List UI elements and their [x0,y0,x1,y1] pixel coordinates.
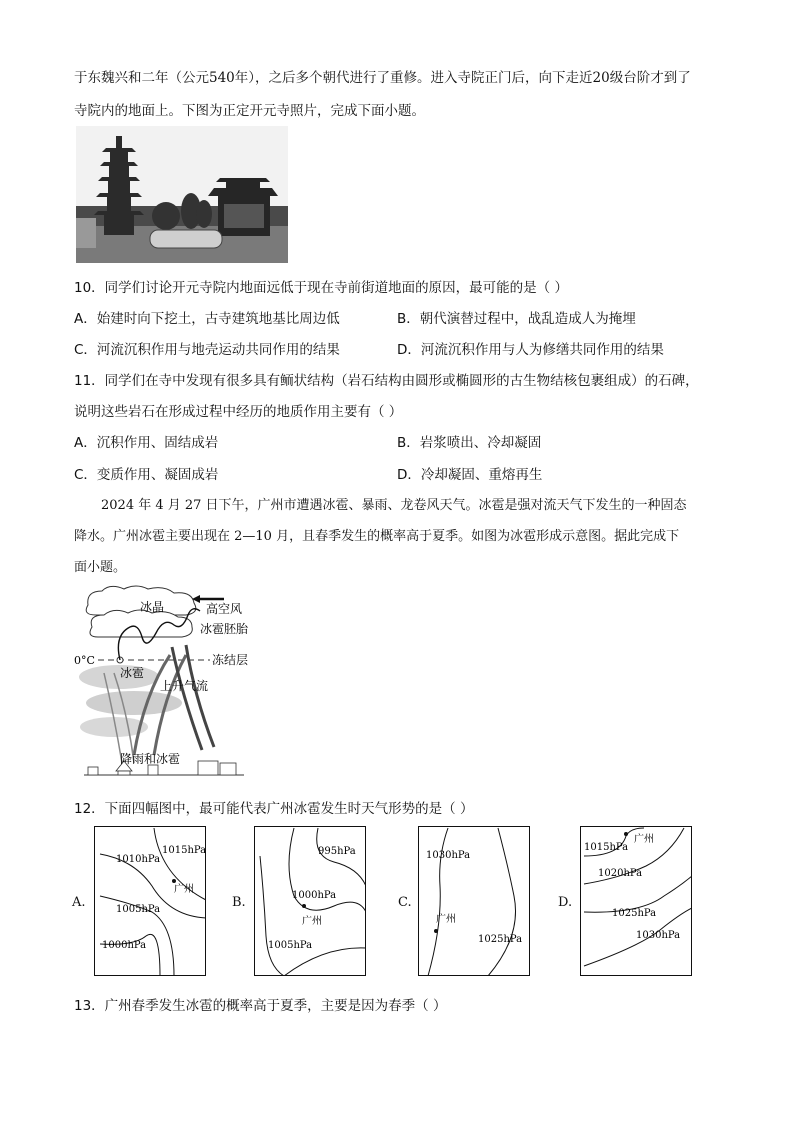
diagram-label-high-wind: 高空风 [206,602,243,616]
q10-option-d[interactable]: D．河流沉积作用与人为修缮共同作用的结果 [397,342,664,358]
q11-option-a[interactable]: A．沉积作用、固结成岩 [74,435,219,451]
map-b-isobar-1005: 1005hPa [268,940,313,951]
map-b-isobar-995: 995hPa [318,846,356,857]
map-c-city-label: 广州 [436,914,456,925]
q11-stem-line-1: 11．同学们在寺中发现有很多具有鲕状结构（岩石结构由圆形或椭圆形的古生物结核包裹组成）的石碑， [74,373,699,389]
intro-line-2: 寺院内的地面上。下图为正定开元寺照片，完成下面小题。 [74,103,425,119]
map-b-label[interactable]: B. [232,895,246,910]
passage2-line-3: 面小题。 [74,560,127,575]
isobar-map-a[interactable] [94,826,206,976]
passage2-line-1: 2024 年 4 月 27 日下午，广州市遭遇冰雹、暴雨、龙卷风天气。冰雹是强对流天气下发生的一种固态 [101,498,687,513]
map-c-isobar-1025: 1025hPa [478,934,523,945]
map-a-isobar-1015: 1015hPa [162,845,206,856]
map-a-label[interactable]: A. [72,895,86,910]
diagram-label-updraft: 上升气流 [160,679,209,693]
isobar-map-c[interactable] [418,826,530,976]
q10-option-c[interactable]: C．河流沉积作用与地壳运动共同作用的结果 [74,342,340,358]
q10-stem: 10．同学们讨论开元寺院内地面远低于现在寺前街道地面的原因，最可能的是（ ） [74,280,568,296]
q13-stem: 13．广州春季发生冰雹的概率高于夏季，主要是因为春季（ ） [74,998,447,1014]
temple-photo [76,126,288,263]
diagram-label-hail: 冰雹 [120,666,145,680]
q12-stem: 12．下面四幅图中，最可能代表广州冰雹发生时天气形势的是（ ） [74,801,474,817]
map-d-isobar-1020: 1020hPa [598,868,643,879]
q11-stem-line-2: 说明这些岩石在形成过程中经历的地质作用主要有（ ） [74,404,403,420]
diagram-label-zero-c: 0°C [74,654,95,667]
map-a-isobar-1005: 1005hPa [116,904,161,915]
map-d-label[interactable]: D. [558,895,573,910]
map-d-isobar-1025: 1025hPa [612,908,657,919]
diagram-label-freezing-layer: 冻结层 [212,653,249,667]
map-a-city-label: 广州 [174,884,194,895]
diagram-label-rain-hail: 降雨和冰雹 [120,752,181,766]
hail-formation-diagram [74,585,254,785]
q11-option-d[interactable]: D．冷却凝固、重熔再生 [397,467,543,483]
map-b-isobar-1000: 1000hPa [292,890,337,901]
map-d-isobar-1015: 1015hPa [584,842,629,853]
diagram-label-hail-embryo: 冰雹胚胎 [200,622,249,636]
map-d-city-label: 广州 [634,834,654,845]
isobar-map-b[interactable] [254,826,366,976]
map-c-isobar-1030: 1030hPa [426,850,471,861]
map-c-label[interactable]: C. [398,895,412,910]
map-a-isobar-1000: 1000hPa [102,940,147,951]
q10-option-b[interactable]: B．朝代演替过程中，战乱造成人为掩埋 [397,311,636,327]
q11-option-c[interactable]: C．变质作用、凝固成岩 [74,467,219,483]
passage2-line-2: 降水。广州冰雹主要出现在 2—10 月，且春季发生的概率高于夏季。如图为冰雹形成示意图。据此完成下 [74,529,680,544]
map-a-isobar-1010: 1010hPa [116,854,161,865]
isobar-map-d[interactable] [580,826,692,976]
map-d-isobar-1030: 1030hPa [636,930,681,941]
map-b-city-label: 广州 [302,916,322,927]
diagram-label-ice-crystal: 冰晶 [140,600,165,614]
q11-option-b[interactable]: B．岩浆喷出、冷却凝固 [397,435,542,451]
q10-option-a[interactable]: A．始建时向下挖土，古寺建筑地基比周边低 [74,311,340,327]
intro-line-1: 于东魏兴和二年（公元540年），之后多个朝代进行了重修。进入寺院正门后，向下走近20级台阶才到了 [74,70,691,86]
